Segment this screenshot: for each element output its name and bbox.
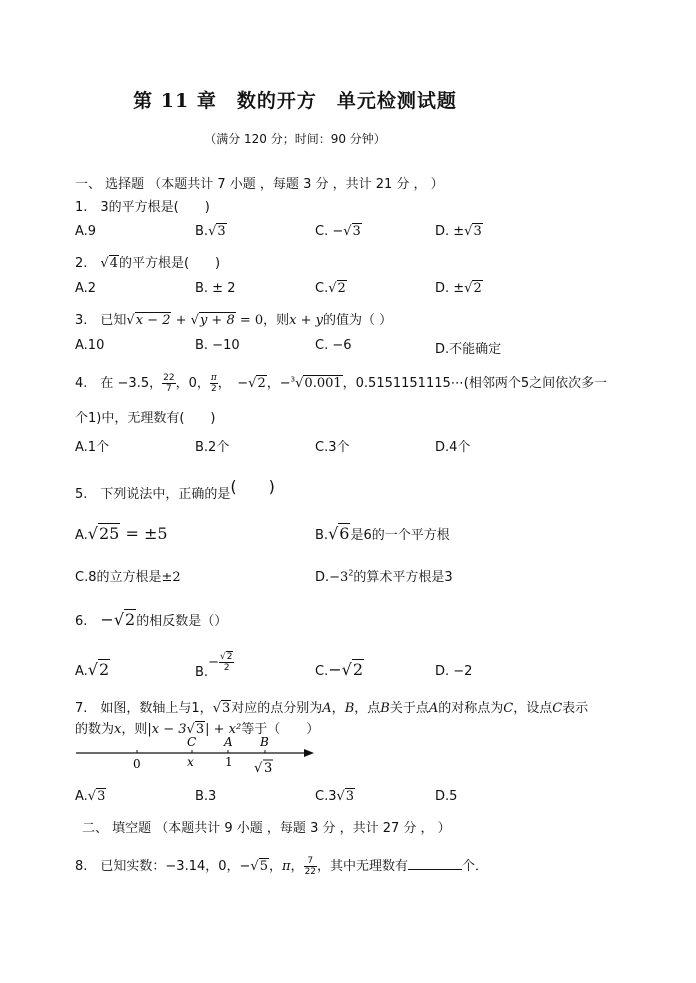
q2-option-d: D. ±√2 <box>435 281 482 296</box>
q6-option-d: D. −2 <box>435 664 473 679</box>
document-title: 第 11 章 数的开方 单元检测试题 <box>133 90 457 112</box>
q1-option-d: D. ±√3 <box>435 224 482 239</box>
q3-option-d: D.不能确定 <box>435 342 502 357</box>
q5-option-b: B.√6是6的一个平方根 <box>315 524 450 543</box>
q5-stem: 5. 下列说法中，正确的是( ) <box>75 477 275 502</box>
q4-stem: 4. 在 −3.5， $\frac{22}{7}$ ，0， $\frac{\pi}{2}$ ， −√2，−$^3$√0.001，0.5151151115⋯(相邻两个5之间依次多一 <box>75 373 608 394</box>
section-heading-choice: 一、 选择题 （本题共计 7 小题 ，每题 3 分 ，共计 21 分 ， ） <box>75 177 444 192</box>
q7-option-b: B.3 <box>195 789 217 804</box>
number-line-figure <box>70 733 320 778</box>
q6-option-c: C.−√2 <box>315 660 364 679</box>
q5-option-d: $D.-3^2$的算术平方根是3 <box>315 568 453 585</box>
point-label-a: A <box>224 735 233 749</box>
q1-option-a: A.9 <box>75 224 97 239</box>
q3-option-b: B. −10 <box>195 338 240 353</box>
q4-option-b: B.2个 <box>195 440 230 455</box>
q2-option-c: C.√2 <box>315 281 346 296</box>
point-label-b: B <box>260 735 269 749</box>
q7-stem-line1: 7. 如图，数轴上与1，√3对应的点分别为A，B，点B关于点A的对称点为C，设点C表示 <box>75 701 589 716</box>
q3-option-a: A.10 <box>75 338 105 353</box>
q1-option-c: C. −√3 <box>315 224 361 239</box>
q2-option-b: B. ± 2 <box>195 281 236 296</box>
document-subtitle: （满分 120 分；时间：90 分钟） <box>204 132 386 146</box>
tick-label-sqrt3-radicand: 3 <box>264 761 273 776</box>
q8-stem: 8. 已知实数：−3.14，0，−√5，π， $\frac{7}{22}$ ，其中无理数有 个． <box>75 856 489 877</box>
q7-option-a: A.√3 <box>75 789 106 804</box>
q6-option-b: B.− $\frac{√2}{2}$ <box>195 652 233 680</box>
q7-stem-line2: 的数为x，则|x − 3√3| + x²等于（ ） <box>75 722 320 737</box>
q4-option-a: A.1个 <box>75 440 110 455</box>
tick-label-sqrt3: √ <box>254 761 263 776</box>
q6-option-a: A.√2 <box>75 660 110 679</box>
axis-arrow-icon <box>304 749 314 757</box>
tick-label-x: x <box>187 755 194 769</box>
q3-stem: 3. 已知√x − 2 + √y + 8 = 0，则x + y的值为（ ） <box>75 313 393 328</box>
tick-label-zero: 0 <box>133 757 141 771</box>
q5-option-a: A.√25 = ±5 <box>75 524 168 543</box>
q5-option-c: C.8的立方根是±2 <box>75 570 181 585</box>
answer-blank[interactable] <box>408 857 462 870</box>
q2-option-a: A.2 <box>75 281 97 296</box>
q6-stem: 6. −√2的相反数是（） <box>75 610 228 629</box>
q4-option-c: C.3个 <box>315 440 350 455</box>
point-label-c: C <box>187 735 197 749</box>
q1-stem: 1. 3的平方根是( ) <box>75 200 210 215</box>
q4-option-d: D.4个 <box>435 440 471 455</box>
section-heading-fill: 二、 填空题 （本题共计 9 小题 ，每题 3 分 ，共计 27 分 ， ） <box>82 821 451 836</box>
tick-label-one: 1 <box>225 755 233 769</box>
q7-option-c: C.3√3 <box>315 789 355 804</box>
q4-stem-line2: 个1)中，无理数有( ) <box>75 411 216 426</box>
q2-stem: 2. √4的平方根是( ) <box>75 256 221 271</box>
q3-option-c: C. −6 <box>315 338 352 353</box>
q1-option-b: B.√3 <box>195 224 226 239</box>
q7-option-d: D.5 <box>435 789 458 804</box>
